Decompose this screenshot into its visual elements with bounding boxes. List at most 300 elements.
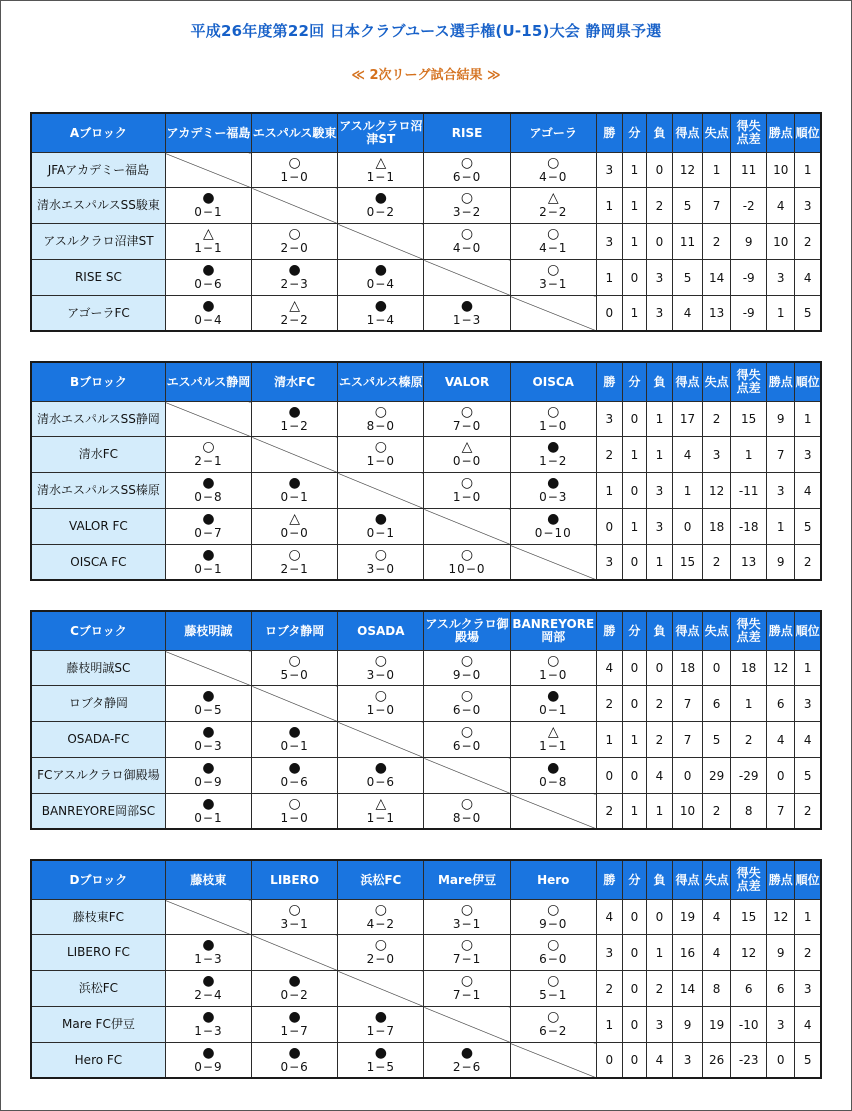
row-team-name: OSADA-FC <box>31 722 165 758</box>
result-symbol-icon: ○ <box>460 475 474 491</box>
result-cell <box>338 1043 424 1079</box>
result-symbol-icon: ● <box>374 1044 387 1061</box>
result-score: 0−0 <box>452 454 482 468</box>
result-score: 4−1 <box>539 241 568 255</box>
stat-cell: 9 <box>767 545 795 581</box>
result-symbol-icon: ● <box>202 1009 215 1025</box>
stat-cell: 2 <box>703 224 731 260</box>
stat-cell: 1 <box>731 437 767 473</box>
block-header-row <box>31 113 821 153</box>
result-symbol-icon: ○ <box>288 795 301 812</box>
table-row <box>31 794 821 830</box>
result-cell <box>165 437 251 473</box>
stat-cell: 1 <box>703 153 731 188</box>
result-score: 1−0 <box>280 810 309 825</box>
result-symbol-icon: ● <box>202 511 215 527</box>
diagonal-cell <box>252 686 338 722</box>
result-cell <box>165 722 251 758</box>
stat-cell: 2 <box>703 402 731 437</box>
block-name: Dブロック <box>31 860 165 900</box>
result-score: 7−0 <box>452 418 482 433</box>
result-symbol-icon: ● <box>547 760 560 776</box>
stat-cell: 4 <box>767 722 795 758</box>
stat-cell: 9 <box>767 402 795 437</box>
diagonal-cell <box>338 224 424 260</box>
result-symbol-icon: ○ <box>460 190 474 206</box>
result-symbol-icon: ○ <box>547 262 560 278</box>
column-header-stat: 得失点差 <box>731 860 767 900</box>
row-team-name: 浜松FC <box>31 971 165 1007</box>
stat-cell: 3 <box>596 224 622 260</box>
result-cell <box>510 153 596 188</box>
column-header-stat: 勝 <box>596 362 622 402</box>
stat-cell: 5 <box>673 260 703 296</box>
result-symbol-icon: ● <box>547 688 560 704</box>
stat-cell: 1 <box>767 509 795 545</box>
result-score: 8−0 <box>452 810 482 825</box>
table-row <box>31 296 821 332</box>
stat-cell: 0 <box>622 900 646 935</box>
result-cell <box>424 153 510 188</box>
column-header-stat: 順位 <box>795 860 821 900</box>
table-row <box>31 188 821 224</box>
column-header-team: 浜松FC <box>338 860 424 900</box>
stat-cell: 0 <box>622 686 646 722</box>
row-team-name: RISE SC <box>31 260 165 296</box>
column-header-stat: 分 <box>622 113 646 153</box>
result-cell <box>165 971 251 1007</box>
stat-cell: 0 <box>596 758 622 794</box>
result-cell <box>338 794 424 830</box>
stat-cell: 0 <box>622 473 646 509</box>
stat-cell: 3 <box>646 260 672 296</box>
stat-cell: 11 <box>731 153 767 188</box>
result-symbol-icon: ○ <box>547 403 560 420</box>
column-header-stat: 分 <box>622 362 646 402</box>
stat-cell: 5 <box>795 509 821 545</box>
result-score: 3−1 <box>280 916 309 931</box>
result-score: 0−3 <box>539 490 568 504</box>
result-cell <box>424 188 510 224</box>
result-cell <box>338 296 424 332</box>
result-symbol-icon: ○ <box>374 901 387 918</box>
result-cell <box>252 296 338 332</box>
column-header-stat: 勝 <box>596 860 622 900</box>
stat-cell: 3 <box>795 188 821 224</box>
stat-cell: 2 <box>646 971 672 1007</box>
stat-cell: 8 <box>703 971 731 1007</box>
diagonal-cell <box>252 188 338 224</box>
result-score: 1−0 <box>539 418 568 433</box>
stat-cell: 2 <box>596 686 622 722</box>
stat-cell: 3 <box>795 437 821 473</box>
result-cell <box>165 224 251 260</box>
result-score: 1−1 <box>366 169 395 184</box>
stat-cell: 1 <box>646 935 672 971</box>
stat-cell: 2 <box>596 794 622 830</box>
stat-cell: 1 <box>646 437 672 473</box>
stat-cell: 15 <box>673 545 703 581</box>
column-header-stat: 勝点 <box>767 611 795 651</box>
stat-cell: 1 <box>646 402 672 437</box>
result-symbol-icon: ● <box>202 1044 215 1061</box>
result-symbol-icon: ● <box>288 724 301 740</box>
result-score: 4−0 <box>452 241 482 255</box>
stat-cell: 3 <box>795 686 821 722</box>
stat-cell: 0 <box>622 971 646 1007</box>
result-score: 9−0 <box>539 916 568 931</box>
result-symbol-icon: ● <box>202 688 215 704</box>
result-cell <box>338 758 424 794</box>
result-score: 0−4 <box>366 277 395 291</box>
stat-cell: 1 <box>767 296 795 332</box>
result-symbol-icon: ● <box>202 190 215 206</box>
stat-cell: 4 <box>795 1007 821 1043</box>
result-symbol-icon: ● <box>202 795 215 812</box>
stat-cell: 1 <box>596 1007 622 1043</box>
stat-cell: 10 <box>673 794 703 830</box>
column-header-stat: 順位 <box>795 362 821 402</box>
stat-cell: 3 <box>795 971 821 1007</box>
stat-cell: -18 <box>731 509 767 545</box>
result-cell <box>424 473 510 509</box>
table-row <box>31 260 821 296</box>
result-score: 0−9 <box>194 775 223 789</box>
stat-cell: 3 <box>596 545 622 581</box>
stat-cell: 1 <box>596 473 622 509</box>
stat-cell: 3 <box>596 402 622 437</box>
result-symbol-icon: ● <box>288 475 301 491</box>
block-header-row <box>31 611 821 651</box>
stat-cell: 2 <box>795 224 821 260</box>
result-cell <box>165 758 251 794</box>
result-score: 1−5 <box>366 1059 395 1074</box>
stat-cell: 4 <box>596 651 622 686</box>
result-cell <box>252 153 338 188</box>
stat-cell: 2 <box>703 545 731 581</box>
result-score: 2−2 <box>280 312 309 327</box>
stat-cell: 18 <box>673 651 703 686</box>
result-score: 10−0 <box>448 561 486 576</box>
column-header-team: OISCA <box>510 362 596 402</box>
stat-cell: 0 <box>596 296 622 332</box>
stat-cell: 9 <box>673 1007 703 1043</box>
stat-cell: 2 <box>795 935 821 971</box>
table-row <box>31 437 821 473</box>
result-score: 5−1 <box>539 988 568 1002</box>
result-symbol-icon: ○ <box>460 403 474 420</box>
result-score: 0−1 <box>194 561 223 576</box>
stat-cell: -9 <box>731 260 767 296</box>
stat-cell: 6 <box>767 971 795 1007</box>
result-cell <box>424 296 510 332</box>
stat-cell: 3 <box>596 153 622 188</box>
stat-cell: 14 <box>673 971 703 1007</box>
result-score: 1−0 <box>280 169 309 184</box>
stat-cell: 13 <box>703 296 731 332</box>
result-symbol-icon: ○ <box>288 154 301 171</box>
stat-cell: 0 <box>767 758 795 794</box>
result-symbol-icon: △ <box>203 226 214 242</box>
result-cell <box>338 686 424 722</box>
column-header-stat: 得点 <box>673 362 703 402</box>
result-cell <box>252 900 338 935</box>
stat-cell: 29 <box>703 758 731 794</box>
column-header-team: エスパルス榛原 <box>338 362 424 402</box>
table-row <box>31 722 821 758</box>
stat-cell: 4 <box>795 260 821 296</box>
stat-cell: 10 <box>767 153 795 188</box>
result-score: 3−0 <box>366 561 395 576</box>
stat-cell: 3 <box>767 260 795 296</box>
stat-cell: 0 <box>622 402 646 437</box>
result-cell <box>252 545 338 581</box>
result-symbol-icon: ● <box>374 190 387 206</box>
stat-cell: 1 <box>622 153 646 188</box>
result-cell <box>338 153 424 188</box>
result-score: 0−6 <box>280 775 309 789</box>
column-header-stat: 勝 <box>596 611 622 651</box>
stat-cell: 0 <box>622 1007 646 1043</box>
result-cell <box>165 473 251 509</box>
result-symbol-icon: ● <box>460 297 474 314</box>
result-score: 0−0 <box>280 526 309 540</box>
column-header-stat: 失点 <box>703 860 731 900</box>
stat-cell: 1 <box>795 651 821 686</box>
row-team-name: 藤枝東FC <box>31 900 165 935</box>
stat-cell: 0 <box>622 651 646 686</box>
stat-cell: 19 <box>703 1007 731 1043</box>
result-score: 0−6 <box>194 277 223 291</box>
result-symbol-icon: ○ <box>547 973 560 989</box>
result-symbol-icon: ● <box>202 475 215 491</box>
result-symbol-icon: ● <box>374 262 387 278</box>
table-row <box>31 1043 821 1079</box>
stat-cell: 3 <box>767 473 795 509</box>
column-header-team: アカデミー福島 <box>165 113 251 153</box>
result-symbol-icon: ○ <box>547 1009 560 1025</box>
stat-cell: 2 <box>646 188 672 224</box>
stat-cell: 3 <box>767 1007 795 1043</box>
stat-cell: 0 <box>622 260 646 296</box>
stat-cell: 1 <box>622 509 646 545</box>
column-header-stat: 負 <box>646 860 672 900</box>
result-cell <box>424 794 510 830</box>
stat-cell: 2 <box>596 437 622 473</box>
result-symbol-icon: ○ <box>460 973 474 989</box>
table-row <box>31 758 821 794</box>
stat-cell: 4 <box>703 935 731 971</box>
result-score: 1−0 <box>366 454 395 468</box>
result-symbol-icon: ○ <box>374 688 387 704</box>
column-header-stat: 得点 <box>673 611 703 651</box>
column-header-stat: 失点 <box>703 611 731 651</box>
table-row <box>31 651 821 686</box>
result-score: 0−2 <box>366 205 395 219</box>
result-score: 3−2 <box>452 205 482 219</box>
stat-cell: 7 <box>767 437 795 473</box>
result-cell <box>338 437 424 473</box>
result-symbol-icon: ○ <box>460 546 474 563</box>
stat-cell: 5 <box>673 188 703 224</box>
stat-cell: 0 <box>673 758 703 794</box>
stat-cell: 0 <box>646 153 672 188</box>
stat-cell: 0 <box>622 1043 646 1079</box>
result-symbol-icon: ○ <box>288 652 301 669</box>
column-header-stat: 得失点差 <box>731 113 767 153</box>
stat-cell: 11 <box>673 224 703 260</box>
result-symbol-icon: △ <box>547 190 559 206</box>
stat-cell: 4 <box>646 1043 672 1079</box>
result-score: 4−2 <box>366 916 395 931</box>
result-symbol-icon: ● <box>547 511 560 527</box>
column-header-team: BANREYORE岡部 <box>510 611 596 651</box>
row-team-name: VALOR FC <box>31 509 165 545</box>
result-score: 0−8 <box>194 490 223 504</box>
result-score: 0−8 <box>539 775 568 789</box>
column-header-team: 藤枝明誠 <box>165 611 251 651</box>
stat-cell: 6 <box>767 686 795 722</box>
result-symbol-icon: ● <box>547 439 560 455</box>
result-score: 0−9 <box>194 1059 223 1074</box>
result-symbol-icon: ● <box>202 546 215 563</box>
column-header-team: Hero <box>510 860 596 900</box>
table-row <box>31 1007 821 1043</box>
row-team-name: アスルクラロ沼津ST <box>31 224 165 260</box>
result-symbol-icon: ● <box>460 1044 474 1061</box>
result-cell <box>510 971 596 1007</box>
stat-cell: 1 <box>596 260 622 296</box>
result-score: 0−1 <box>194 205 223 219</box>
stat-cell: 1 <box>622 224 646 260</box>
diagonal-cell <box>165 153 251 188</box>
diagonal-cell <box>424 509 510 545</box>
stat-cell: 18 <box>703 509 731 545</box>
result-cell <box>510 473 596 509</box>
result-cell <box>424 402 510 437</box>
stat-cell: 15 <box>731 900 767 935</box>
stat-cell: 3 <box>673 1043 703 1079</box>
column-header-team: アスルクラロ沼津ST <box>338 113 424 153</box>
row-team-name: FCアスルクラロ御殿場 <box>31 758 165 794</box>
stat-cell: 0 <box>622 935 646 971</box>
result-score: 1−3 <box>452 312 482 327</box>
stat-cell: 3 <box>646 509 672 545</box>
stat-cell: 3 <box>646 473 672 509</box>
result-score: 0−4 <box>194 312 223 327</box>
result-score: 5−0 <box>280 667 309 682</box>
result-score: 1−2 <box>280 418 309 433</box>
result-symbol-icon: ○ <box>460 795 474 812</box>
result-cell <box>252 651 338 686</box>
diagonal-cell <box>252 935 338 971</box>
result-symbol-icon: ○ <box>460 688 474 704</box>
result-symbol-icon: ○ <box>460 154 474 171</box>
result-symbol-icon: △ <box>289 511 301 527</box>
stat-cell: 9 <box>767 935 795 971</box>
stat-cell: 8 <box>731 794 767 830</box>
result-score: 2−0 <box>280 241 309 255</box>
result-score: 2−0 <box>366 952 395 966</box>
result-score: 1−1 <box>539 739 568 753</box>
table-row <box>31 402 821 437</box>
stat-cell: 2 <box>731 722 767 758</box>
result-cell <box>252 794 338 830</box>
result-cell <box>424 971 510 1007</box>
diagonal-cell <box>338 971 424 1007</box>
result-cell <box>424 545 510 581</box>
result-symbol-icon: ○ <box>460 226 474 242</box>
result-score: 0−10 <box>534 526 572 540</box>
stat-cell: 1 <box>622 188 646 224</box>
stat-cell: 3 <box>703 437 731 473</box>
stat-cell: 2 <box>703 794 731 830</box>
result-cell <box>510 935 596 971</box>
stat-cell: 6 <box>703 686 731 722</box>
stat-cell: 4 <box>767 188 795 224</box>
result-score: 2−3 <box>280 277 309 291</box>
row-team-name: JFAアカデミー福島 <box>31 153 165 188</box>
result-cell <box>165 296 251 332</box>
block-name: Cブロック <box>31 611 165 651</box>
diagonal-cell <box>165 402 251 437</box>
result-symbol-icon: ● <box>202 297 215 314</box>
diagonal-cell <box>510 1043 596 1079</box>
result-cell <box>252 509 338 545</box>
stat-cell: 1 <box>622 794 646 830</box>
result-score: 1−0 <box>539 667 568 682</box>
result-cell <box>510 402 596 437</box>
stat-cell: 4 <box>596 900 622 935</box>
diagonal-cell <box>510 545 596 581</box>
result-cell <box>510 437 596 473</box>
stat-cell: 19 <box>673 900 703 935</box>
result-cell <box>165 509 251 545</box>
result-symbol-icon: ● <box>202 973 215 989</box>
row-team-name: 藤枝明誠SC <box>31 651 165 686</box>
result-score: 1−3 <box>194 1024 223 1038</box>
result-symbol-icon: ○ <box>288 901 301 918</box>
result-symbol-icon: ○ <box>547 901 560 918</box>
column-header-stat: 勝点 <box>767 362 795 402</box>
column-header-stat: 得点 <box>673 113 703 153</box>
row-team-name: ロブタ静岡 <box>31 686 165 722</box>
result-score: 1−7 <box>366 1024 395 1038</box>
diagonal-cell <box>165 900 251 935</box>
row-team-name: LIBERO FC <box>31 935 165 971</box>
row-team-name: BANREYORE岡部SC <box>31 794 165 830</box>
diagonal-cell <box>338 473 424 509</box>
result-symbol-icon: ○ <box>547 226 560 242</box>
result-score: 3−1 <box>452 916 482 931</box>
result-score: 3−1 <box>539 277 568 291</box>
column-header-stat: 得失点差 <box>731 362 767 402</box>
result-score: 1−1 <box>194 241 223 255</box>
result-symbol-icon: ● <box>202 760 215 776</box>
result-score: 0−6 <box>366 775 395 789</box>
table-row <box>31 900 821 935</box>
diagonal-cell <box>424 758 510 794</box>
column-header-stat: 勝点 <box>767 113 795 153</box>
stat-cell: 12 <box>731 935 767 971</box>
result-cell <box>165 545 251 581</box>
result-cell <box>165 686 251 722</box>
result-symbol-icon: ○ <box>460 937 474 953</box>
column-header-stat: 分 <box>622 611 646 651</box>
stat-cell: 1 <box>795 402 821 437</box>
result-cell <box>424 224 510 260</box>
table-row <box>31 473 821 509</box>
